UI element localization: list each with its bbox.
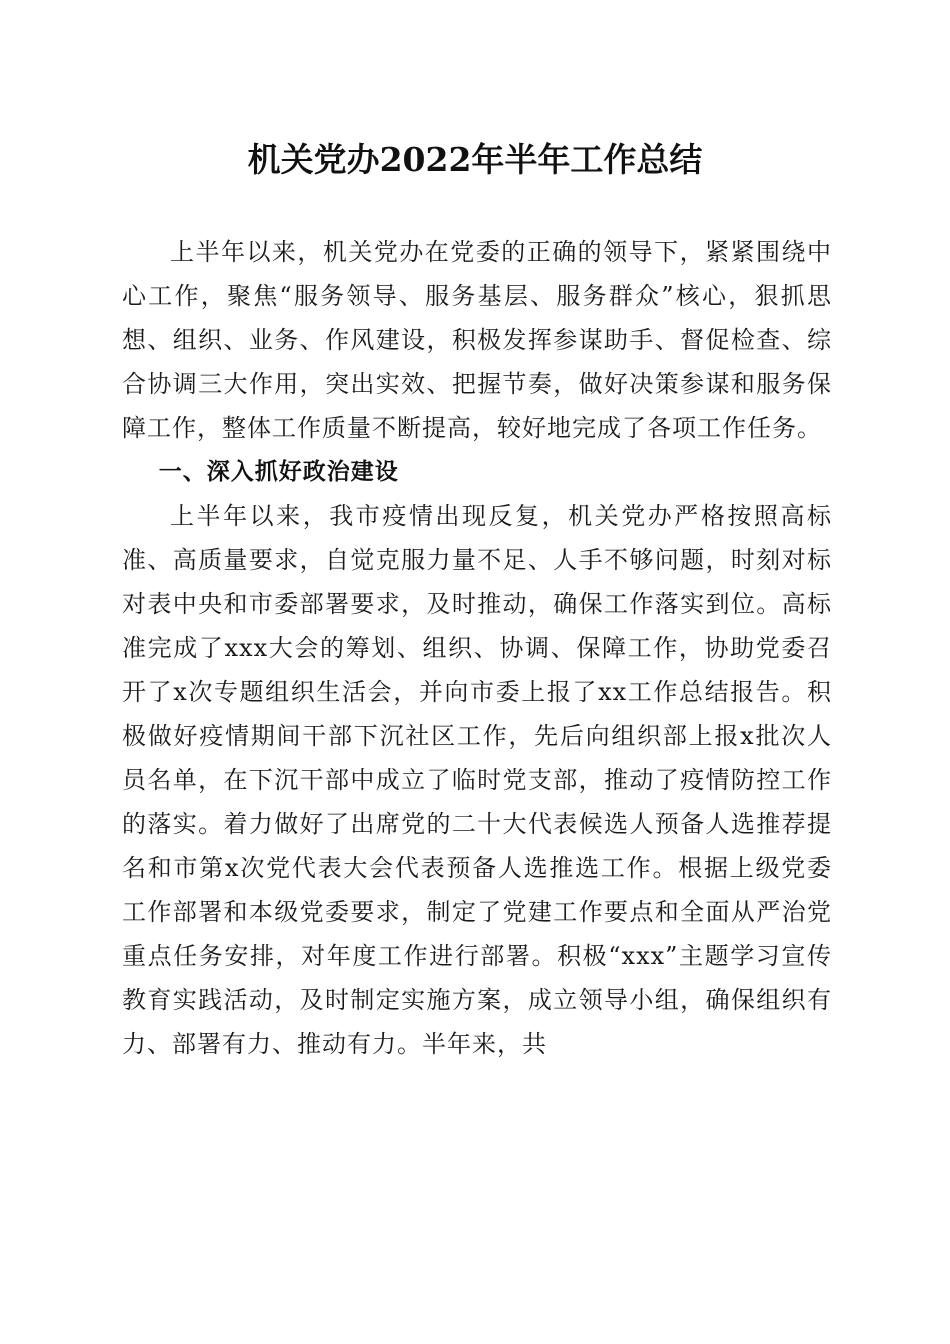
- section-paragraph: 上半年以来，我市疫情出现反复，机关党办严格按照高标准、高质量要求，自觉克服力量不足、人手不够问题，时刻对标对表中央和市委部署要求，及时推动，确保工作落实到位。高标准完成了xxx大会的筹划、组织、协调、保障工作，协助党委召开了x次专题组织生活会，并向市委上报了xx工作总结报告。积极做好疫情期间干部下沉社区工作，先后向组织部上报x批次人员名单，在下沉干部中成立了临时党支部，推动了疫情防控工作的落实。着力做好了出席党的二十大代表候选人预备人选推荐提名和市第x次党代表大会代表预备人选推选工作。根据上级党委工作部署和本级党委要求，制定了党建工作要点和全面从严治党重点任务安排，对年度工作进行部署。积极“xxx”主题学习宣传教育实践活动，及时制定实施方案，成立领导小组，确保组织有力、部署有力、推动有力。半年来，共: [122, 502, 832, 1058]
- section-heading: 一、深入抓好政治建设: [158, 459, 399, 485]
- intro-paragraph: 上半年以来，机关党办在党委的正确的领导下，紧紧围绕中心工作，聚焦“服务领导、服务基层、服务群众”核心，狠抓思想、组织、业务、作风建设，积极发挥参谋助手、督促检查、综合协调三大作用，突出实效、把握节奏，做好决策参谋和服务保障工作，整体工作质量不断提高，较好地完成了各项工作任务。: [122, 238, 832, 442]
- document-title: 机关党办2022年半年工作总结: [247, 140, 703, 179]
- document-body: [122, 230, 832, 1066]
